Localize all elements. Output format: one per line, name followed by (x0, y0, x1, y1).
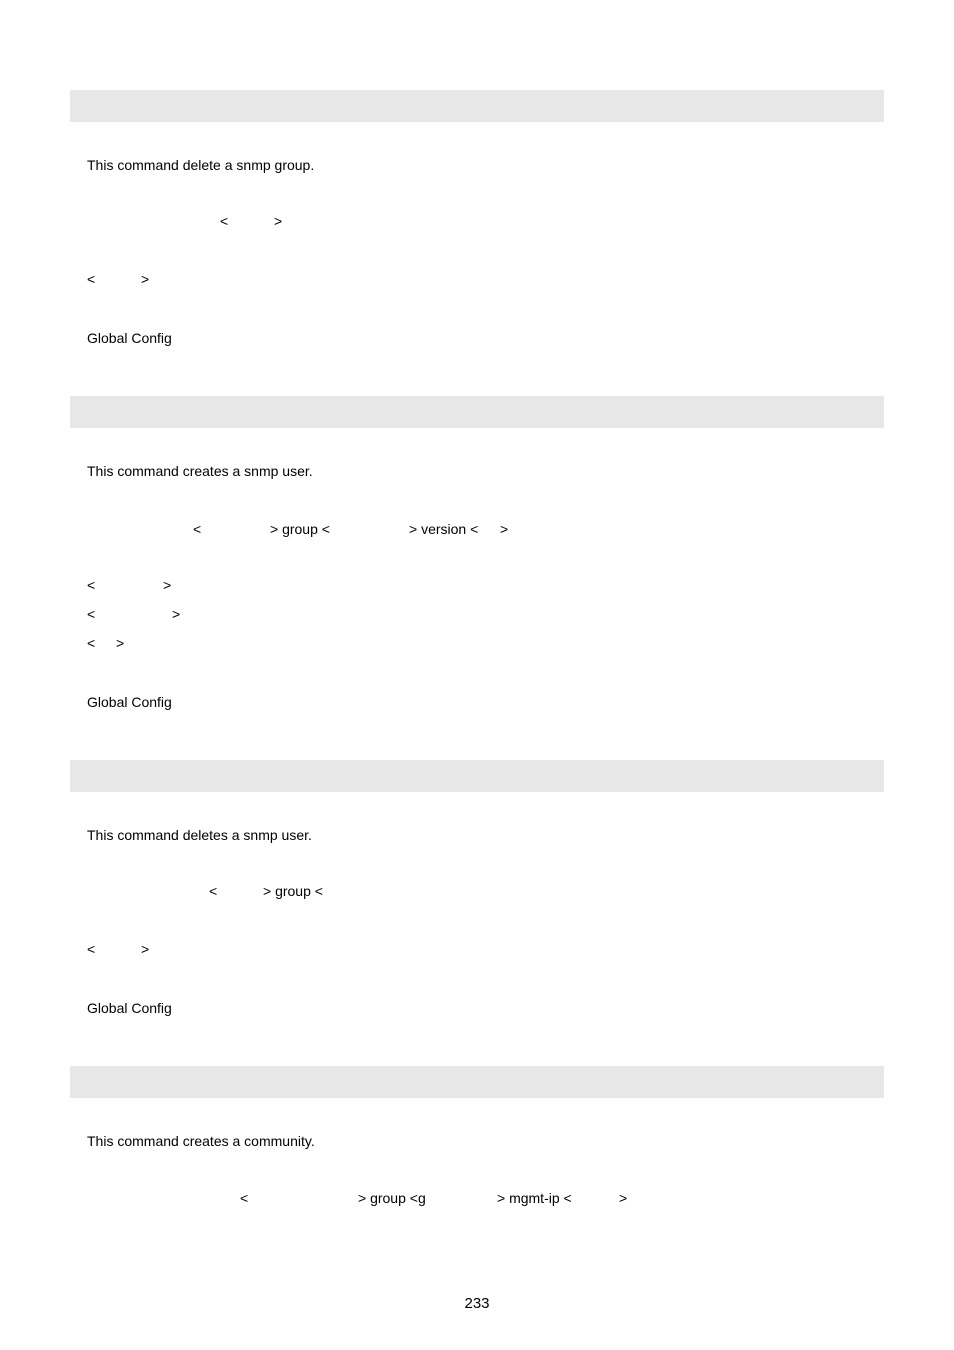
command-mode: Global Config (87, 1000, 172, 1016)
page-number: 233 (464, 1295, 490, 1312)
param-fragment: > (141, 941, 150, 957)
section-description: This command delete a snmp group. (87, 157, 315, 173)
syntax-fragment: < (193, 521, 202, 537)
section-description: This command creates a snmp user. (87, 463, 313, 479)
syntax-fragment: > group <g (358, 1190, 426, 1206)
command-mode: Global Config (87, 330, 172, 346)
section-description: This command creates a community. (87, 1133, 315, 1149)
syntax-fragment: > group < (270, 521, 330, 537)
syntax-fragment: > group < (263, 883, 323, 899)
param-fragment: < (87, 577, 96, 593)
section-header-bar (70, 90, 884, 122)
param-fragment: > (116, 635, 125, 651)
param-fragment: < (87, 271, 96, 287)
syntax-fragment: > version < (409, 521, 479, 537)
syntax-fragment: < (240, 1190, 249, 1206)
param-fragment: > (172, 606, 181, 622)
section-header-bar (70, 760, 884, 792)
syntax-fragment: > (619, 1190, 628, 1206)
syntax-fragment: > (500, 521, 509, 537)
param-fragment: < (87, 606, 96, 622)
param-fragment: < (87, 635, 96, 651)
syntax-fragment: > mgmt-ip < (497, 1190, 572, 1206)
section-description: This command deletes a snmp user. (87, 827, 312, 843)
section-header-bar (70, 396, 884, 428)
command-mode: Global Config (87, 694, 172, 710)
param-fragment: < (87, 941, 96, 957)
param-fragment: > (141, 271, 150, 287)
syntax-fragment: < (220, 213, 229, 229)
syntax-fragment: > (274, 213, 283, 229)
section-header-bar (70, 1066, 884, 1098)
param-fragment: > (163, 577, 172, 593)
syntax-fragment: < (209, 883, 218, 899)
